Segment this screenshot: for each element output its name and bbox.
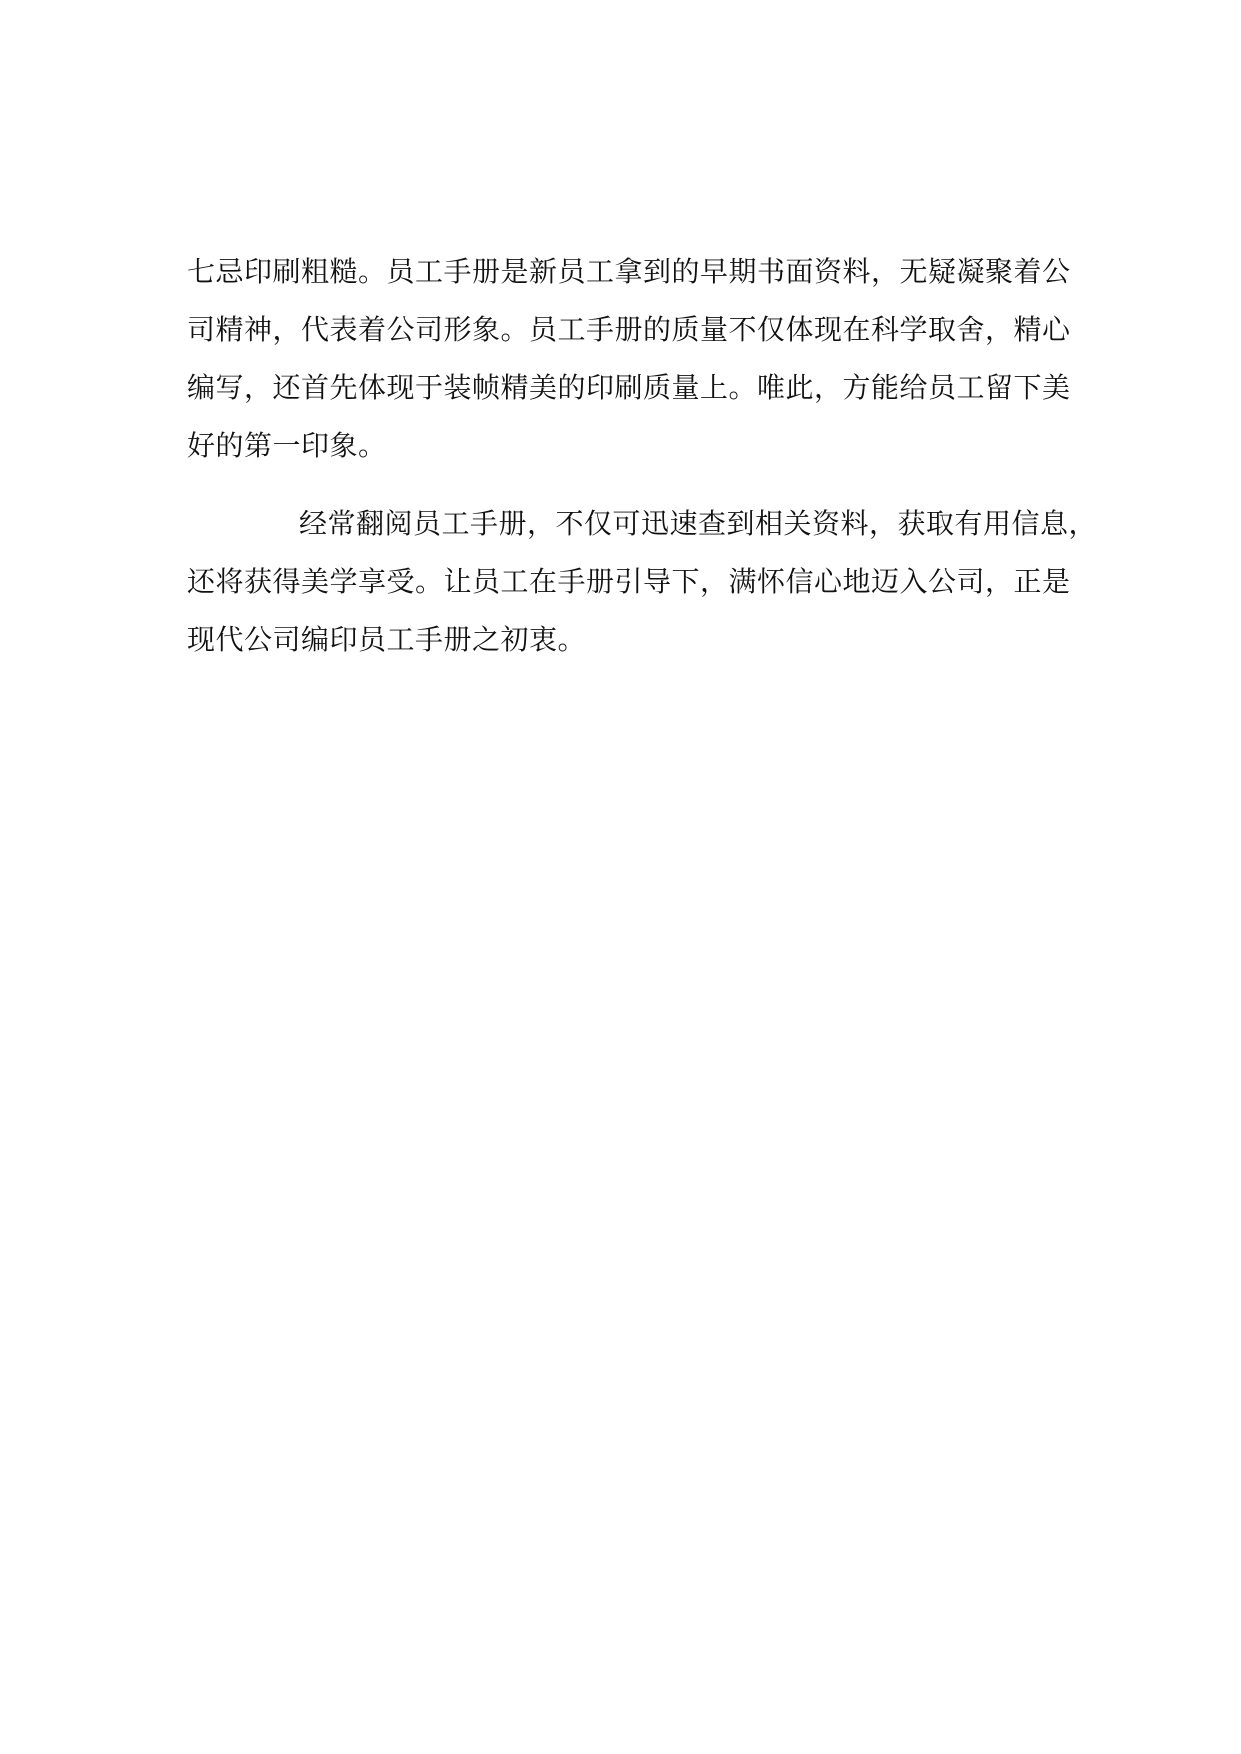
paragraph (187, 504, 1098, 678)
body-text (187, 252, 1098, 678)
text-line: 七忌印刷粗糙。员工手册是新员工拿到的早期书面资料，无疑凝聚着公 (187, 255, 1071, 288)
text-line: 现代公司编印员工手册之初衷。 (187, 623, 587, 656)
text-line: 经常翻阅员工手册，不仅可迅速查到相关资料，获取有用信息， (299, 507, 1098, 540)
text-line: 司精神，代表着公司形象。员工手册的质量不仅体现在科学取舍，精心 (187, 313, 1071, 346)
paragraph-gap (187, 484, 1067, 504)
text-line: 好的第一印象。 (187, 429, 387, 462)
paragraph (187, 252, 1071, 484)
text-line: 编写，还首先体现于装帧精美的印刷质量上。唯此，方能给员工留下美 (187, 371, 1071, 404)
text-line: 还将获得美学享受。让员工在手册引导下，满怀信心地迈入公司，正是 (187, 565, 1071, 598)
